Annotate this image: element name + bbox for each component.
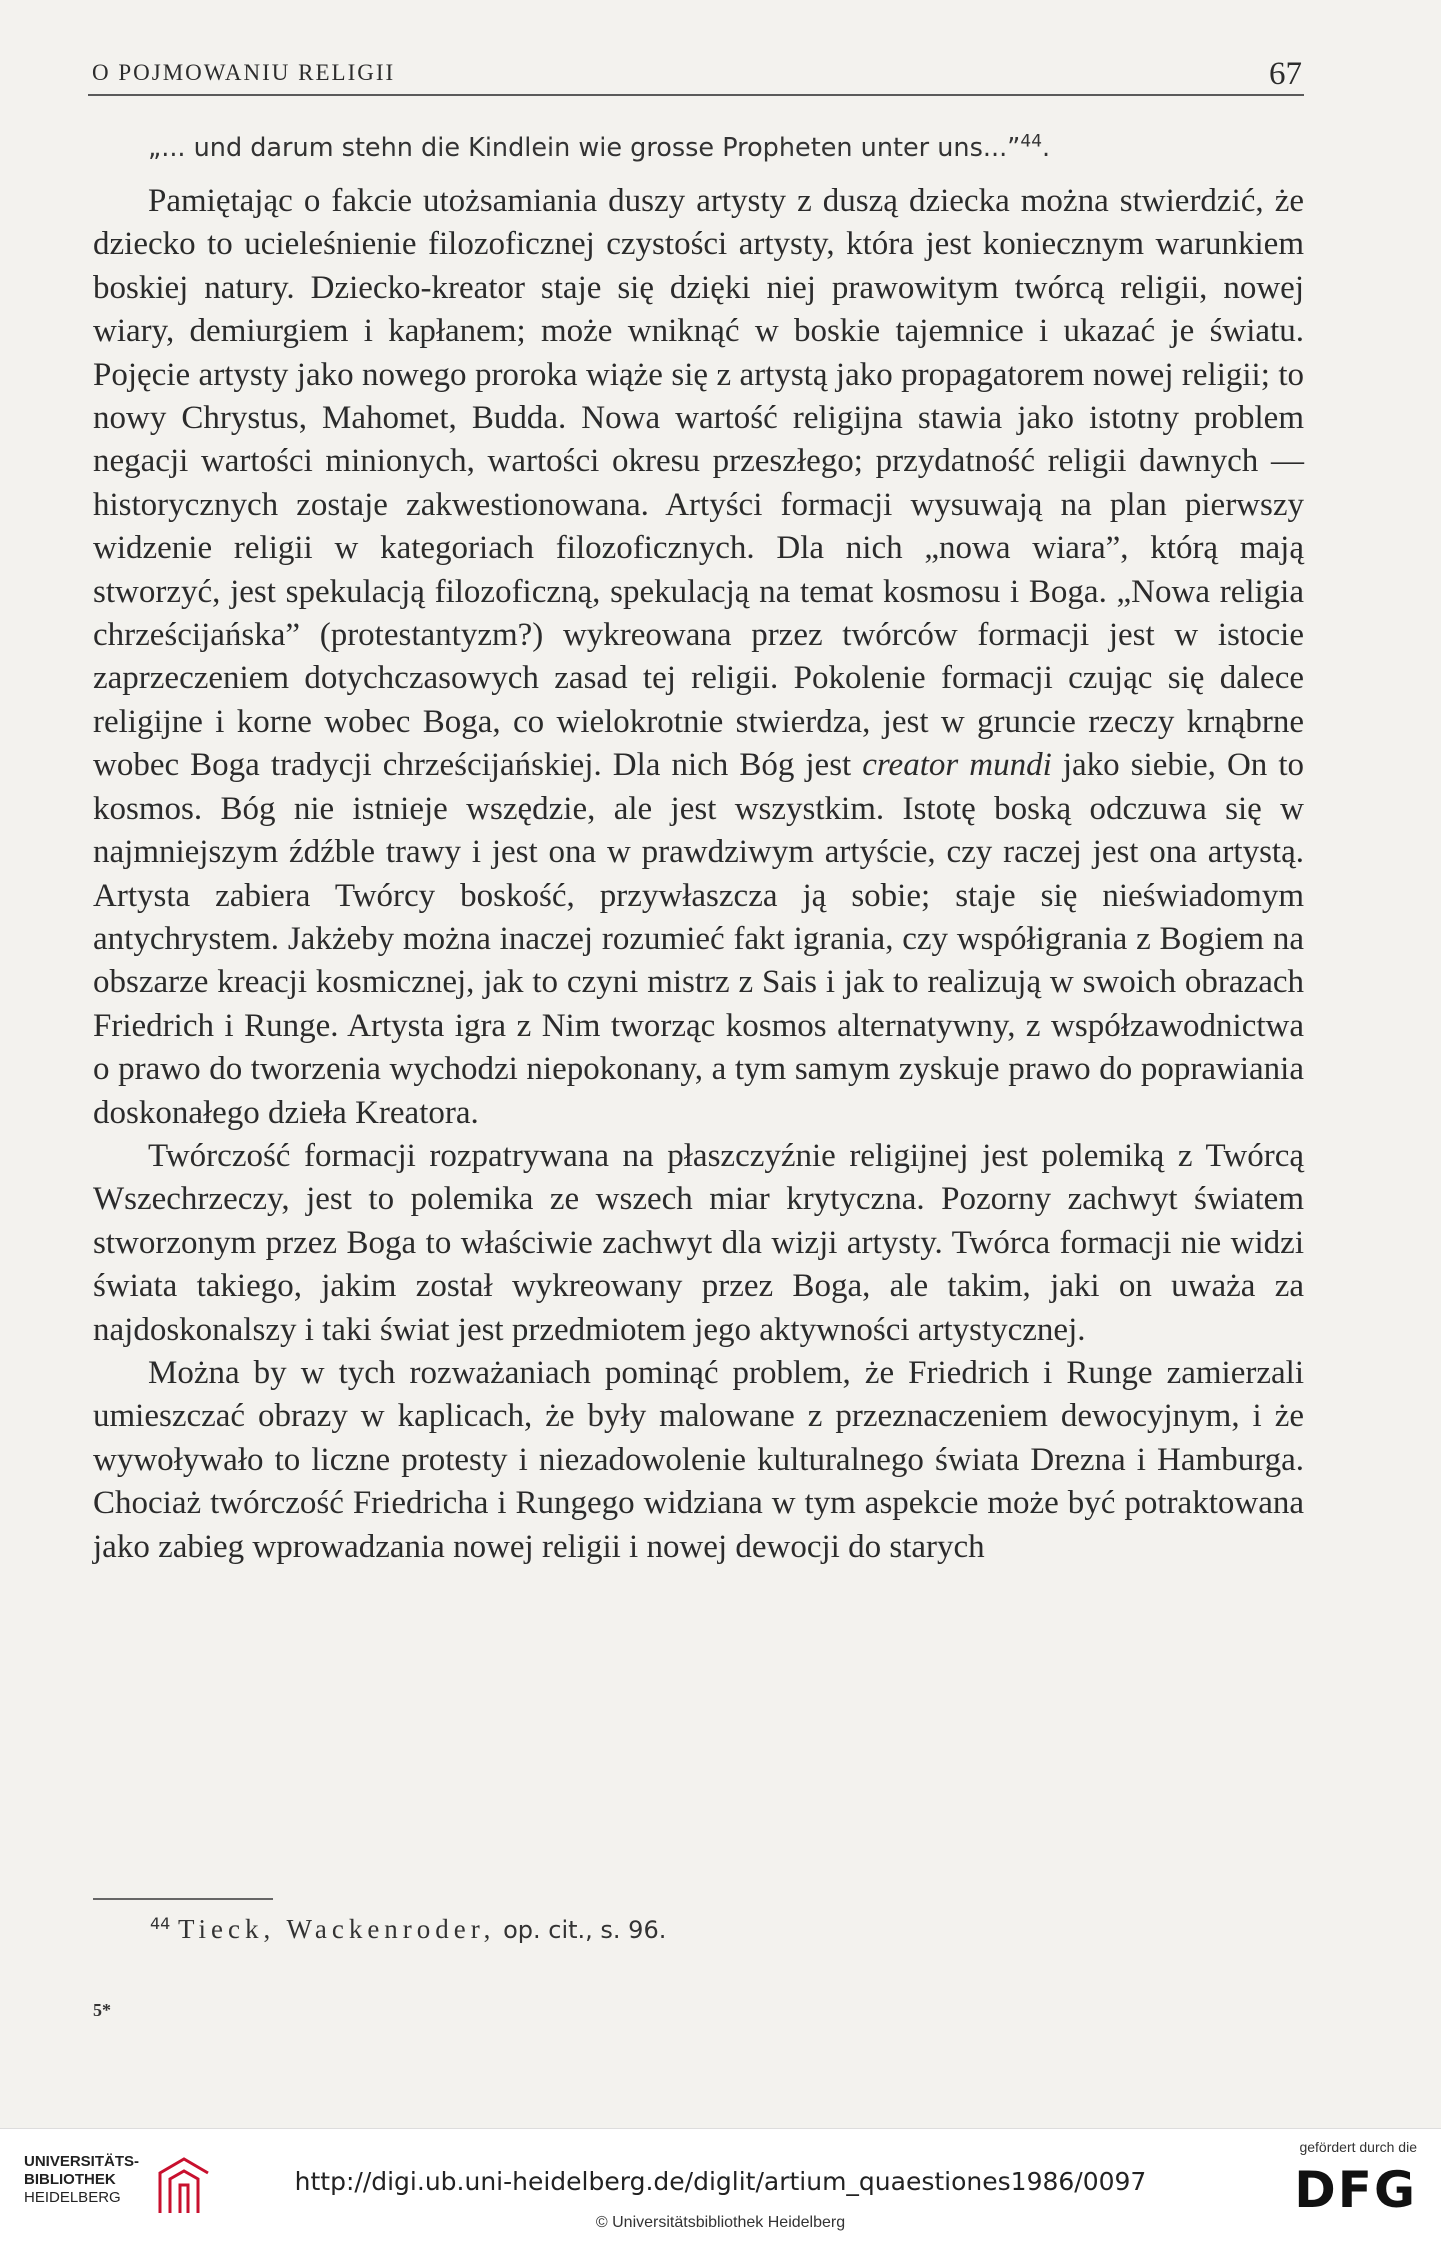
- footnote-text: op. cit., s. 96.: [503, 1916, 667, 1944]
- epigraph: [93, 128, 1304, 168]
- paragraph-3: Można by w tych rozważaniach pominąć problem, że Friedrich i Runge zamierzali umieszczać obrazy w kaplicach, że były malowane z przeznaczeniem dewocyjnym, i że wywoływało to liczne protesty i niezadowolenie kulturalnego świata Drezna i Hamburga. Chociaż twórczość Friedricha i Rungego widziana w tym aspekcie może być potraktowana jako zabieg wprowadzania nowej religii i nowej dewocji do starych: [93, 1354, 1304, 1565]
- copyright-notice: © Universitätsbibliothek Heidelberg: [595, 2214, 846, 2231]
- footer-bar: [0, 2128, 1441, 2243]
- footnote-rule: [93, 1898, 273, 1900]
- footnote-ref: 44: [1020, 131, 1043, 152]
- running-title: O POJMOWANIU RELIGII: [92, 60, 396, 85]
- library-line-1: UNIVERSITÄTS-: [24, 2153, 140, 2170]
- epigraph-text: „... und darum stehn die Kindlein wie grosse Propheten unter uns...”: [148, 133, 1021, 163]
- signature-mark: 5*: [93, 2000, 111, 2020]
- dfg-wordmark: DFG: [1294, 2161, 1417, 2219]
- paragraph-1-part-a: Pamiętając o fakcie utożsamiania duszy artysty z duszą dziecka można stwierdzić, że dziecko to ucieleśnienie filozoficznej czystości artysty, która jest koniecznym warunkiem boskiej natury. Dziecko-kreator staje się dzięki niej prawowitym twórcą religii, nowej wiary, demiurgiem i kapłanem; może wniknąć w boskie tajemnice i ukazać je światu. Pojęcie artysty jako nowego proroka wiąże się z artystą jako propagatorem nowej religii; to nowy Chrystus, Mahomet, Budda. Nowa wartość religijna stawia jako istotny problem negacji wartości minionych, wartości okresu przeszłego; przydatność religii dawnych — historycznych zostaje zakwestionowana. Artyści formacji wysuwają na plan pierwszy widzenie religii w kategoriach filozoficznych. Dla nich „nowa wiara”, którą mają stworzyć, jest spekulacją filozoficzną, spekulacją na temat kosmosu i Boga. „Nowa religia chrześcijańska” (protestantyzm?) wykreowana przez twórców formacji jest w istocie zaprzeczeniem dotychczasowych zasad tej religii. Pokolenie formacji czując się dalece religijne i korne wobec Boga, co wielokrotnie stwierdza, jest w gruncie rzeczy krnąbrne wobec Boga tradycji chrześcijańskiej. Dla nich Bóg jest: [93, 183, 1304, 784]
- epigraph-end: .: [1042, 133, 1051, 163]
- footnote: [150, 1914, 666, 1945]
- footnote-number: 44: [150, 1914, 171, 1933]
- permalink-url[interactable]: http://digi.ub.uni-heidelberg.de/diglit/artium_quaestiones1986/0097: [294, 2167, 1147, 2196]
- page-header: [92, 56, 1302, 92]
- paragraph-1-part-b: jako siebie, On to kosmos. Bóg nie istnieje wszędzie, ale jest wszystkim. Istotę boską odczuwa się w najmniejszym źdźble trawy i jest ona w prawdziwym artyście, czy raczej jest ona artystą. Artysta zabiera Twórcy boskość, przywłaszcza ją sobie; staje się nieświadomym antychrystem. Jakżeby można inaczej rozumieć fakt igrania, czy współigrania z Bogiem na obszarze kreacji kosmicznej, jak to czyni mistrz z Sais i jak to realizują w swoich obrazach Friedrich i Runge. Artysta igra z Nim tworząc kosmos alternatywny, z współzawodnictwa o prawo do tworzenia wychodzi niepokonany, a tym samym zyskuje prawo do poprawiania doskonałego dzieła Kreatora.: [93, 747, 1305, 1131]
- library-line-3: HEIDELBERG: [24, 2189, 121, 2206]
- paragraph-1-italic: creator mundi: [862, 747, 1052, 784]
- funded-by-label: gefördert durch die: [1299, 2139, 1417, 2155]
- page-number: 67: [1269, 56, 1302, 92]
- body-text: [93, 128, 1304, 1569]
- dfg-logo[interactable]: [1267, 2139, 1417, 2235]
- paragraph-2: Twórczość formacji rozpatrywana na płaszczyźnie religijnej jest polemiką z Twórcą Wszechrzeczy, jest to polemika ze wszech miar krytyczna. Pozorny zachwyt światem stworzonym przez Boga to właściwie zachwyt dla wizji artysty. Twórca formacji nie widzi świata takiego, jakim został wykreowany przez Boga, ale takim, jaki on uważa za najdoskonalszy i taki świat jest przedmiotem jego aktywności artystycznej.: [93, 1137, 1304, 1348]
- header-rule: [88, 94, 1304, 96]
- paragraph-1: [93, 180, 1304, 1135]
- footnote-author: Tieck, Wackenroder,: [178, 1914, 496, 1944]
- library-line-2: BIBLIOTHEK: [24, 2171, 116, 2188]
